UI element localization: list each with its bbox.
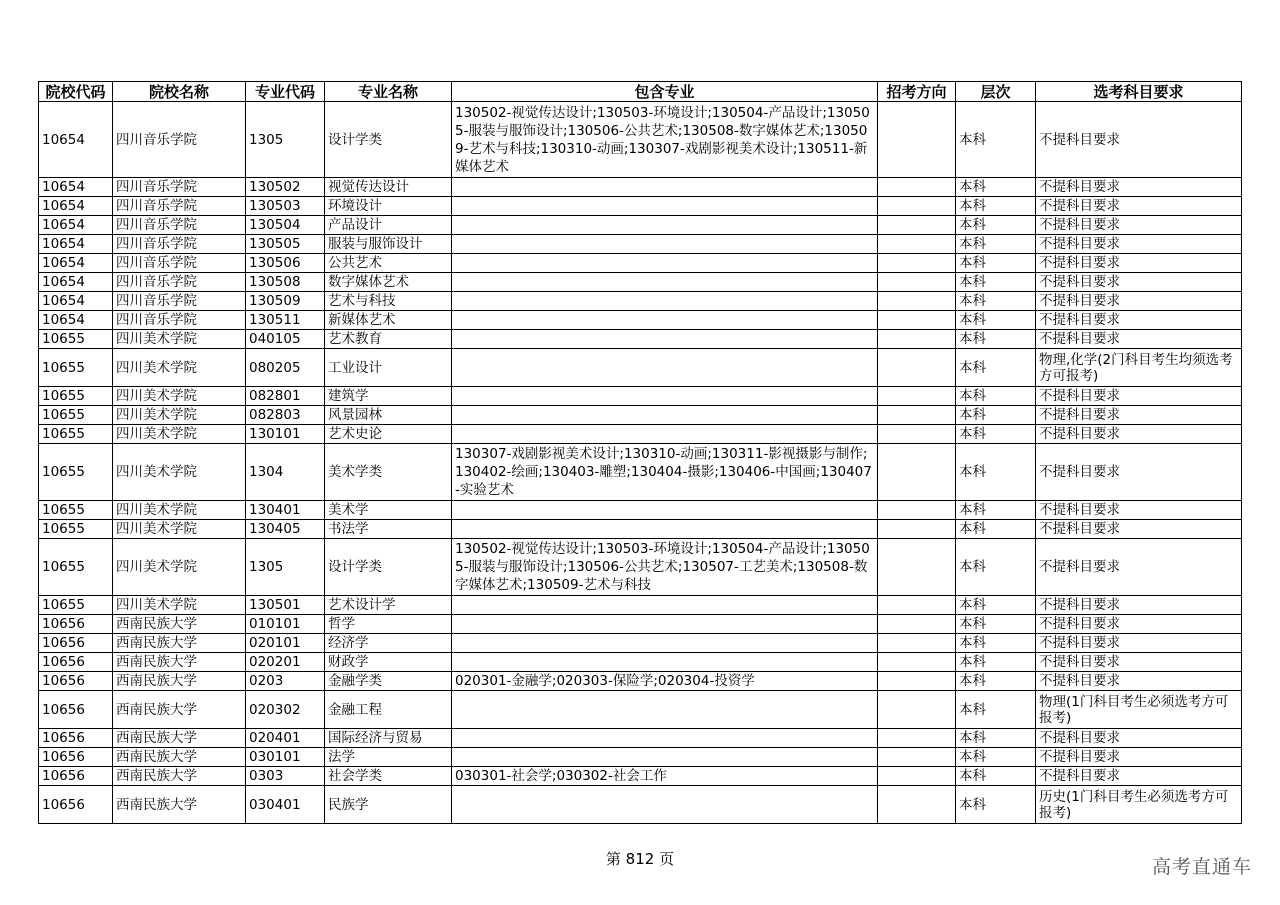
table-row: [39, 330, 1242, 349]
admission-table: [38, 81, 1242, 824]
cell-level: 本科: [956, 254, 1036, 273]
cell-direction: [878, 292, 956, 311]
cell-included-majors: [452, 786, 878, 824]
cell-major-code: 130101: [246, 425, 325, 444]
table-row: [39, 197, 1242, 216]
cell-school-code: 10656: [39, 615, 113, 634]
cell-school-code: 10655: [39, 596, 113, 615]
cell-included-majors: 130502-视觉传达设计;130503-环境设计;130504-产品设计;130505-服装与服饰设计;130506-公共艺术;130507-工艺美术;130508-数字媒体艺术;130509-艺术与科技: [452, 539, 878, 596]
cell-included-majors: [452, 501, 878, 520]
cell-major-name: 建筑学: [325, 387, 452, 406]
cell-subject-requirement: 历史(1门科目考生必须选考方可报考): [1036, 786, 1242, 824]
cell-major-name: 金融学类: [325, 672, 452, 691]
cell-major-name: 视觉传达设计: [325, 178, 452, 197]
table-row: [39, 767, 1242, 786]
cell-level: 本科: [956, 311, 1036, 330]
cell-subject-requirement: 不提科目要求: [1036, 653, 1242, 672]
table-row: [39, 615, 1242, 634]
cell-major-name: 经济学: [325, 634, 452, 653]
table-row: [39, 729, 1242, 748]
cell-included-majors: [452, 273, 878, 292]
cell-major-code: 130508: [246, 273, 325, 292]
cell-school-code: 10655: [39, 349, 113, 387]
cell-direction: [878, 330, 956, 349]
cell-major-name: 美术学: [325, 501, 452, 520]
cell-subject-requirement: 不提科目要求: [1036, 311, 1242, 330]
cell-school-name: 西南民族大学: [113, 729, 246, 748]
cell-school-code: 10655: [39, 444, 113, 501]
cell-included-majors: [452, 254, 878, 273]
cell-level: 本科: [956, 691, 1036, 729]
cell-school-code: 10655: [39, 330, 113, 349]
cell-direction: [878, 634, 956, 653]
cell-major-code: 130505: [246, 235, 325, 254]
cell-direction: [878, 653, 956, 672]
col-header-major-code: 专业代码: [246, 82, 325, 102]
cell-direction: [878, 501, 956, 520]
cell-school-name: 四川音乐学院: [113, 292, 246, 311]
cell-major-name: 民族学: [325, 786, 452, 824]
cell-major-code: 130502: [246, 178, 325, 197]
cell-major-code: 130501: [246, 596, 325, 615]
cell-school-name: 西南民族大学: [113, 691, 246, 729]
table-row: [39, 672, 1242, 691]
cell-level: 本科: [956, 596, 1036, 615]
table-row: [39, 425, 1242, 444]
cell-major-code: 082803: [246, 406, 325, 425]
cell-school-name: 四川音乐学院: [113, 254, 246, 273]
table-row: [39, 349, 1242, 387]
cell-major-name: 新媒体艺术: [325, 311, 452, 330]
cell-direction: [878, 254, 956, 273]
table-row: [39, 786, 1242, 824]
cell-school-code: 10654: [39, 292, 113, 311]
cell-major-name: 金融工程: [325, 691, 452, 729]
cell-school-code: 10655: [39, 501, 113, 520]
cell-major-code: 130405: [246, 520, 325, 539]
col-header-subject-requirement: 选考科目要求: [1036, 82, 1242, 102]
cell-level: 本科: [956, 425, 1036, 444]
table-row: [39, 292, 1242, 311]
cell-direction: [878, 615, 956, 634]
cell-subject-requirement: 不提科目要求: [1036, 634, 1242, 653]
cell-school-name: 四川音乐学院: [113, 178, 246, 197]
table-row: [39, 406, 1242, 425]
cell-subject-requirement: 不提科目要求: [1036, 520, 1242, 539]
cell-subject-requirement: 物理,化学(2门科目考生均须选考方可报考): [1036, 349, 1242, 387]
cell-level: 本科: [956, 387, 1036, 406]
cell-level: 本科: [956, 178, 1036, 197]
cell-direction: [878, 539, 956, 596]
cell-direction: [878, 672, 956, 691]
cell-major-code: 020101: [246, 634, 325, 653]
table-row: [39, 653, 1242, 672]
cell-major-code: 020302: [246, 691, 325, 729]
cell-level: 本科: [956, 501, 1036, 520]
cell-school-name: 四川音乐学院: [113, 311, 246, 330]
cell-school-name: 四川美术学院: [113, 539, 246, 596]
cell-level: 本科: [956, 349, 1036, 387]
cell-major-name: 艺术史论: [325, 425, 452, 444]
cell-level: 本科: [956, 615, 1036, 634]
cell-major-name: 财政学: [325, 653, 452, 672]
cell-major-name: 法学: [325, 748, 452, 767]
cell-school-name: 西南民族大学: [113, 653, 246, 672]
cell-included-majors: [452, 330, 878, 349]
cell-school-code: 10654: [39, 102, 113, 178]
col-header-school-code: 院校代码: [39, 82, 113, 102]
cell-major-name: 公共艺术: [325, 254, 452, 273]
cell-major-code: 1305: [246, 539, 325, 596]
cell-level: 本科: [956, 235, 1036, 254]
cell-included-majors: 130502-视觉传达设计;130503-环境设计;130504-产品设计;130505-服装与服饰设计;130506-公共艺术;130508-数字媒体艺术;130509-艺术与科技;130310-动画;130307-戏剧影视美术设计;130511-新媒体艺术: [452, 102, 878, 178]
cell-major-code: 020201: [246, 653, 325, 672]
cell-school-name: 四川音乐学院: [113, 216, 246, 235]
cell-included-majors: [452, 748, 878, 767]
cell-major-code: 0203: [246, 672, 325, 691]
cell-included-majors: [452, 596, 878, 615]
cell-school-name: 西南民族大学: [113, 748, 246, 767]
cell-level: 本科: [956, 786, 1036, 824]
cell-school-name: 四川音乐学院: [113, 273, 246, 292]
cell-subject-requirement: 不提科目要求: [1036, 767, 1242, 786]
cell-direction: [878, 520, 956, 539]
cell-level: 本科: [956, 729, 1036, 748]
cell-subject-requirement: 不提科目要求: [1036, 330, 1242, 349]
cell-subject-requirement: 不提科目要求: [1036, 501, 1242, 520]
table-row: [39, 444, 1242, 501]
cell-included-majors: [452, 520, 878, 539]
cell-school-code: 10655: [39, 539, 113, 596]
cell-subject-requirement: 不提科目要求: [1036, 387, 1242, 406]
table-row: [39, 216, 1242, 235]
cell-major-code: 020401: [246, 729, 325, 748]
cell-major-name: 设计学类: [325, 539, 452, 596]
cell-school-code: 10656: [39, 691, 113, 729]
cell-included-majors: [452, 691, 878, 729]
cell-included-majors: [452, 653, 878, 672]
cell-school-code: 10655: [39, 406, 113, 425]
cell-major-code: 082801: [246, 387, 325, 406]
cell-direction: [878, 767, 956, 786]
cell-subject-requirement: 不提科目要求: [1036, 406, 1242, 425]
cell-level: 本科: [956, 634, 1036, 653]
cell-school-name: 西南民族大学: [113, 767, 246, 786]
cell-major-name: 服装与服饰设计: [325, 235, 452, 254]
cell-level: 本科: [956, 444, 1036, 501]
cell-direction: [878, 197, 956, 216]
cell-subject-requirement: 不提科目要求: [1036, 444, 1242, 501]
cell-direction: [878, 786, 956, 824]
cell-subject-requirement: 不提科目要求: [1036, 235, 1242, 254]
cell-subject-requirement: 不提科目要求: [1036, 596, 1242, 615]
cell-level: 本科: [956, 406, 1036, 425]
table-row: [39, 235, 1242, 254]
cell-direction: [878, 729, 956, 748]
cell-level: 本科: [956, 330, 1036, 349]
cell-major-code: 130506: [246, 254, 325, 273]
cell-school-code: 10656: [39, 634, 113, 653]
cell-school-code: 10655: [39, 520, 113, 539]
cell-subject-requirement: 不提科目要求: [1036, 425, 1242, 444]
cell-major-name: 国际经济与贸易: [325, 729, 452, 748]
cell-school-name: 四川音乐学院: [113, 197, 246, 216]
cell-school-name: 西南民族大学: [113, 786, 246, 824]
cell-major-name: 美术学类: [325, 444, 452, 501]
cell-school-name: 四川美术学院: [113, 387, 246, 406]
table-row: [39, 254, 1242, 273]
cell-major-code: 0303: [246, 767, 325, 786]
cell-subject-requirement: 不提科目要求: [1036, 216, 1242, 235]
cell-direction: [878, 691, 956, 729]
table-row: [39, 387, 1242, 406]
table-row: [39, 520, 1242, 539]
cell-school-code: 10654: [39, 273, 113, 292]
cell-major-name: 产品设计: [325, 216, 452, 235]
cell-included-majors: [452, 235, 878, 254]
cell-major-name: 艺术设计学: [325, 596, 452, 615]
cell-school-name: 四川美术学院: [113, 330, 246, 349]
cell-direction: [878, 216, 956, 235]
cell-major-name: 书法学: [325, 520, 452, 539]
cell-level: 本科: [956, 748, 1036, 767]
cell-major-code: 040105: [246, 330, 325, 349]
cell-school-code: 10655: [39, 387, 113, 406]
cell-major-code: 130509: [246, 292, 325, 311]
cell-school-name: 四川美术学院: [113, 444, 246, 501]
cell-subject-requirement: 物理(1门科目考生必须选考方可报考): [1036, 691, 1242, 729]
cell-major-code: 010101: [246, 615, 325, 634]
table-row: [39, 311, 1242, 330]
cell-level: 本科: [956, 653, 1036, 672]
cell-level: 本科: [956, 539, 1036, 596]
cell-school-code: 10654: [39, 178, 113, 197]
cell-direction: [878, 178, 956, 197]
cell-school-name: 西南民族大学: [113, 615, 246, 634]
cell-school-code: 10656: [39, 786, 113, 824]
cell-major-code: 130504: [246, 216, 325, 235]
cell-subject-requirement: 不提科目要求: [1036, 254, 1242, 273]
cell-direction: [878, 444, 956, 501]
cell-level: 本科: [956, 102, 1036, 178]
cell-school-name: 西南民族大学: [113, 672, 246, 691]
cell-major-name: 设计学类: [325, 102, 452, 178]
watermark-text: 高考直通车: [1151, 856, 1252, 878]
cell-included-majors: [452, 387, 878, 406]
cell-school-name: 西南民族大学: [113, 634, 246, 653]
cell-major-name: 数字媒体艺术: [325, 273, 452, 292]
cell-level: 本科: [956, 292, 1036, 311]
cell-major-name: 工业设计: [325, 349, 452, 387]
table-row: [39, 691, 1242, 729]
cell-school-code: 10656: [39, 672, 113, 691]
cell-level: 本科: [956, 520, 1036, 539]
cell-school-name: 四川美术学院: [113, 425, 246, 444]
cell-included-majors: [452, 615, 878, 634]
cell-school-name: 四川音乐学院: [113, 102, 246, 178]
cell-school-code: 10656: [39, 748, 113, 767]
table-row: [39, 748, 1242, 767]
cell-subject-requirement: 不提科目要求: [1036, 729, 1242, 748]
col-header-major-name: 专业名称: [325, 82, 452, 102]
col-header-level: 层次: [956, 82, 1036, 102]
cell-subject-requirement: 不提科目要求: [1036, 539, 1242, 596]
table-row: [39, 596, 1242, 615]
cell-included-majors: 130307-戏剧影视美术设计;130310-动画;130311-影视摄影与制作;130402-绘画;130403-雕塑;130404-摄影;130406-中国画;130407-实验艺术: [452, 444, 878, 501]
cell-subject-requirement: 不提科目要求: [1036, 672, 1242, 691]
cell-major-code: 080205: [246, 349, 325, 387]
cell-school-code: 10654: [39, 197, 113, 216]
cell-major-code: 130503: [246, 197, 325, 216]
cell-subject-requirement: 不提科目要求: [1036, 273, 1242, 292]
cell-included-majors: [452, 729, 878, 748]
cell-direction: [878, 596, 956, 615]
cell-level: 本科: [956, 672, 1036, 691]
cell-direction: [878, 748, 956, 767]
cell-included-majors: 030301-社会学;030302-社会工作: [452, 767, 878, 786]
cell-major-name: 哲学: [325, 615, 452, 634]
cell-major-code: 1305: [246, 102, 325, 178]
cell-included-majors: 020301-金融学;020303-保险学;020304-投资学: [452, 672, 878, 691]
cell-school-code: 10656: [39, 729, 113, 748]
cell-level: 本科: [956, 767, 1036, 786]
col-header-included-majors: 包含专业: [452, 82, 878, 102]
cell-subject-requirement: 不提科目要求: [1036, 615, 1242, 634]
cell-direction: [878, 311, 956, 330]
cell-subject-requirement: 不提科目要求: [1036, 292, 1242, 311]
cell-school-name: 四川音乐学院: [113, 235, 246, 254]
cell-school-code: 10655: [39, 425, 113, 444]
cell-major-code: 130511: [246, 311, 325, 330]
table-row: [39, 273, 1242, 292]
cell-school-name: 四川美术学院: [113, 349, 246, 387]
cell-school-code: 10654: [39, 216, 113, 235]
cell-school-code: 10654: [39, 254, 113, 273]
table-row: [39, 102, 1242, 178]
cell-school-name: 四川美术学院: [113, 596, 246, 615]
cell-included-majors: [452, 349, 878, 387]
cell-major-code: 030401: [246, 786, 325, 824]
cell-school-name: 四川美术学院: [113, 501, 246, 520]
table-row: [39, 634, 1242, 653]
cell-direction: [878, 349, 956, 387]
cell-direction: [878, 387, 956, 406]
col-header-direction: 招考方向: [878, 82, 956, 102]
cell-school-code: 10656: [39, 767, 113, 786]
cell-included-majors: [452, 197, 878, 216]
cell-direction: [878, 406, 956, 425]
cell-school-code: 10656: [39, 653, 113, 672]
cell-direction: [878, 425, 956, 444]
cell-included-majors: [452, 634, 878, 653]
table-row: [39, 501, 1242, 520]
cell-major-code: 130401: [246, 501, 325, 520]
cell-direction: [878, 102, 956, 178]
cell-subject-requirement: 不提科目要求: [1036, 197, 1242, 216]
table-row: [39, 178, 1242, 197]
cell-level: 本科: [956, 273, 1036, 292]
cell-included-majors: [452, 425, 878, 444]
cell-school-name: 四川美术学院: [113, 406, 246, 425]
cell-major-name: 社会学类: [325, 767, 452, 786]
cell-level: 本科: [956, 197, 1036, 216]
page-number: 第 812 页: [605, 850, 675, 868]
cell-included-majors: [452, 216, 878, 235]
cell-included-majors: [452, 178, 878, 197]
table-row: [39, 539, 1242, 596]
cell-direction: [878, 273, 956, 292]
cell-major-name: 艺术教育: [325, 330, 452, 349]
cell-included-majors: [452, 406, 878, 425]
cell-included-majors: [452, 292, 878, 311]
cell-subject-requirement: 不提科目要求: [1036, 102, 1242, 178]
cell-direction: [878, 235, 956, 254]
cell-major-name: 艺术与科技: [325, 292, 452, 311]
header-row: [39, 82, 1242, 102]
cell-school-code: 10654: [39, 235, 113, 254]
cell-major-name: 风景园林: [325, 406, 452, 425]
cell-included-majors: [452, 311, 878, 330]
cell-level: 本科: [956, 216, 1036, 235]
col-header-school-name: 院校名称: [113, 82, 246, 102]
cell-school-name: 四川美术学院: [113, 520, 246, 539]
cell-subject-requirement: 不提科目要求: [1036, 748, 1242, 767]
cell-major-code: 1304: [246, 444, 325, 501]
cell-school-code: 10654: [39, 311, 113, 330]
cell-major-code: 030101: [246, 748, 325, 767]
cell-subject-requirement: 不提科目要求: [1036, 178, 1242, 197]
cell-major-name: 环境设计: [325, 197, 452, 216]
